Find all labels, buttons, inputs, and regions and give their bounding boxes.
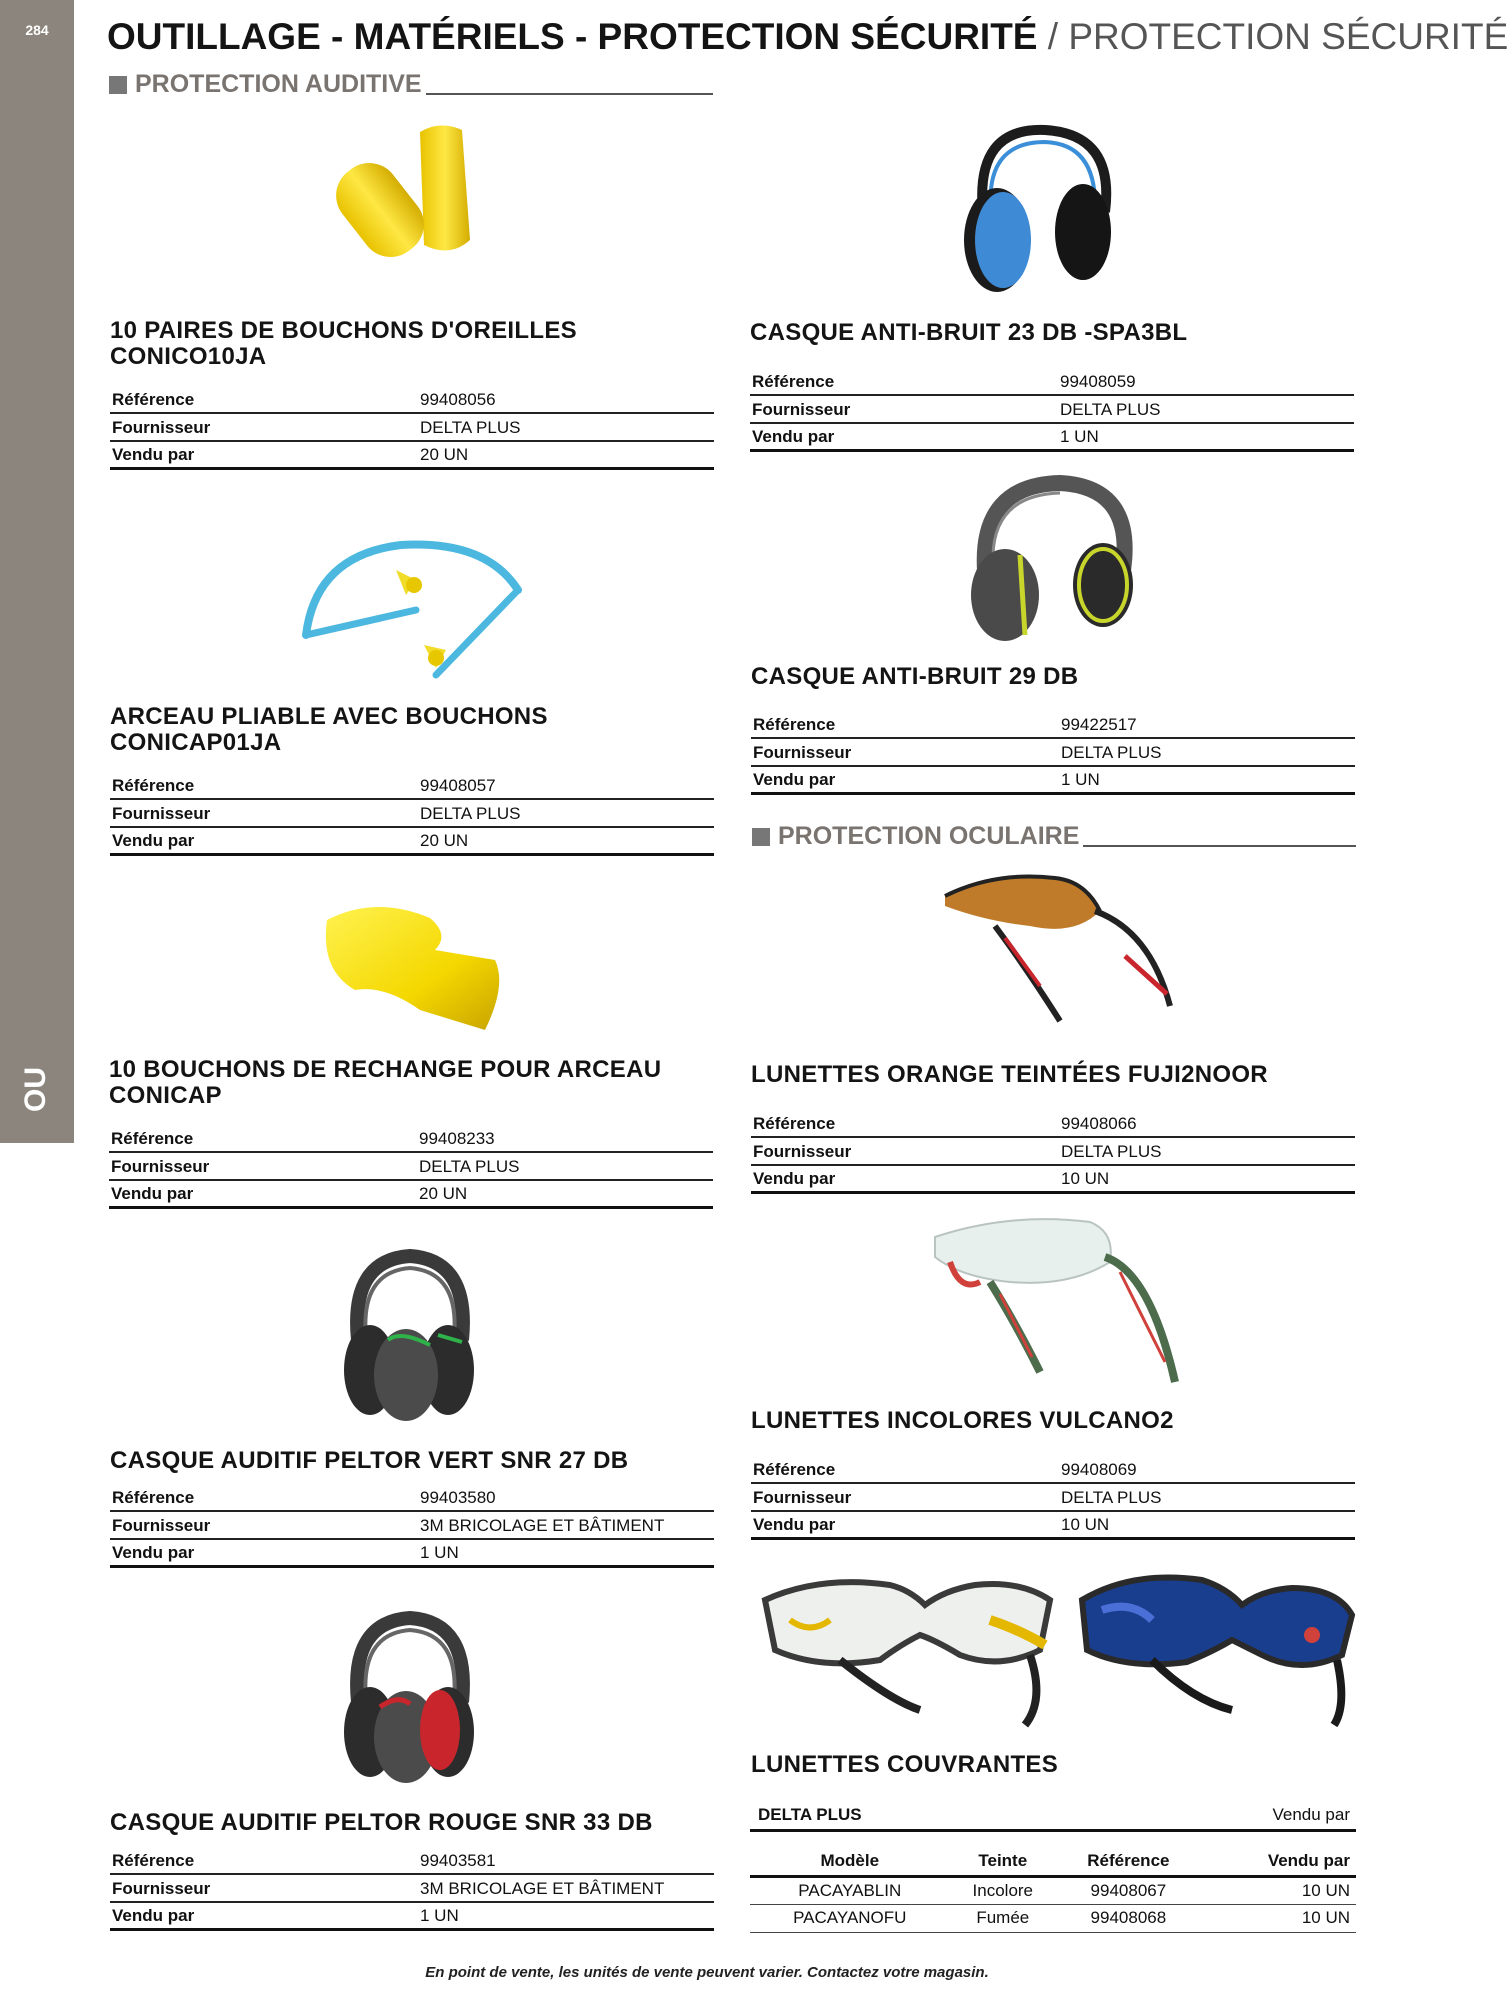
product-title: CASQUE AUDITIF PELTOR VERT SNR 27 DB xyxy=(110,1447,629,1474)
spec-value: DELTA PLUS xyxy=(1061,1142,1162,1161)
spec-value: 99408066 xyxy=(1061,1114,1137,1133)
covering-supplier: DELTA PLUS xyxy=(758,1805,862,1824)
spec-value: 1 UN xyxy=(1060,427,1099,446)
page-title-separator: / xyxy=(1037,16,1069,57)
product-title: ARCEAU PLIABLE AVEC BOUCHONS CONICAP01JA xyxy=(110,703,548,756)
table-header-row xyxy=(750,1848,1356,1876)
spec-row-fournisseur xyxy=(751,1138,1355,1166)
product-title: CASQUE AUDITIF PELTOR ROUGE SNR 33 DB xyxy=(110,1809,653,1836)
spec-row-reference xyxy=(110,1484,714,1512)
column-header: Modèle xyxy=(750,1848,950,1876)
replacement-earplug-image xyxy=(315,900,510,1035)
spec-label: Référence xyxy=(112,1851,195,1870)
spec-row-vendu xyxy=(110,828,714,856)
spec-value: 1 UN xyxy=(1061,770,1100,789)
spec-value: DELTA PLUS xyxy=(420,418,521,437)
spec-label: Référence xyxy=(112,776,195,795)
side-band xyxy=(0,0,74,1143)
clear-glasses-image xyxy=(920,1212,1190,1387)
grey-ear-defender-image xyxy=(965,475,1145,645)
spec-row-vendu xyxy=(109,1181,713,1209)
footer-note: En point de vente, les unités de vente peuvent varier. Contactez votre magasin. xyxy=(425,1964,989,1981)
product-title: LUNETTES COUVRANTES xyxy=(751,1751,1059,1778)
spec-label: Vendu par xyxy=(112,831,195,850)
spec-value: 99422517 xyxy=(1061,715,1137,734)
table-cell: Fumée xyxy=(950,1904,1056,1932)
spec-value: DELTA PLUS xyxy=(420,804,521,823)
spec-value: DELTA PLUS xyxy=(419,1157,520,1176)
spec-label: Référence xyxy=(753,715,836,734)
spec-label: Vendu par xyxy=(112,1906,195,1925)
spec-value: DELTA PLUS xyxy=(1060,400,1161,419)
spec-row-reference xyxy=(751,1110,1355,1138)
spec-value: 20 UN xyxy=(420,831,469,850)
table-row xyxy=(750,1904,1356,1932)
product-spec-table xyxy=(109,1125,713,1209)
red-ear-defender-image xyxy=(340,1612,480,1784)
side-code: OU xyxy=(19,1067,52,1113)
page-number: 284 xyxy=(25,22,49,38)
spec-value: 99408069 xyxy=(1061,1460,1137,1479)
spec-label: Vendu par xyxy=(753,1515,836,1534)
spec-value: 1 UN xyxy=(420,1906,459,1925)
product-spec-table xyxy=(110,772,714,856)
spec-row-reference xyxy=(751,1456,1355,1484)
spec-label: Fournisseur xyxy=(752,400,851,419)
spec-row-fournisseur xyxy=(751,1484,1355,1512)
covering-glasses-table xyxy=(750,1796,1356,1933)
orange-glasses-image xyxy=(935,866,1180,1041)
spec-label: Référence xyxy=(112,390,195,409)
product-title: CASQUE ANTI-BRUIT 29 DB xyxy=(751,663,1079,690)
spec-row-vendu xyxy=(751,1512,1355,1540)
table-cell: 10 UN xyxy=(1201,1904,1356,1932)
spec-label: Fournisseur xyxy=(112,1879,211,1898)
spec-row-fournisseur xyxy=(750,396,1354,424)
spec-label: Référence xyxy=(752,372,835,391)
section-protection-oculaire xyxy=(752,820,1356,854)
section-title: PROTECTION AUDITIVE xyxy=(135,70,426,99)
spec-row-vendu xyxy=(751,1166,1355,1194)
product-spec-table xyxy=(751,1110,1355,1194)
covering-glasses-smoke-image xyxy=(1072,1560,1357,1735)
spec-label: Fournisseur xyxy=(753,1142,852,1161)
table-cell: 10 UN xyxy=(1201,1876,1356,1904)
spec-row-fournisseur xyxy=(109,1153,713,1181)
spec-row-reference xyxy=(110,1847,714,1875)
page-title xyxy=(107,16,1508,58)
spec-row-vendu xyxy=(750,424,1354,452)
green-ear-defender-image xyxy=(340,1250,480,1425)
column-header: Référence xyxy=(1056,1848,1201,1876)
spec-row-reference xyxy=(750,368,1354,396)
table-cell: 99408068 xyxy=(1056,1904,1201,1932)
product-title: 10 PAIRES DE BOUCHONS D'OREILLES CONICO10JA xyxy=(110,317,577,370)
table-cell: PACAYANOFU xyxy=(750,1904,950,1932)
spec-label: Vendu par xyxy=(753,1169,836,1188)
spec-row-vendu xyxy=(110,442,714,470)
spec-value: 99403581 xyxy=(420,1851,496,1870)
product-spec-table xyxy=(110,386,714,470)
page-title-main: OUTILLAGE - MATÉRIELS - PROTECTION SÉCURITÉ xyxy=(107,16,1038,57)
product-spec-table xyxy=(750,368,1354,452)
spec-label: Fournisseur xyxy=(753,1488,852,1507)
spec-value: 99408057 xyxy=(420,776,496,795)
spec-row-fournisseur xyxy=(110,1512,714,1540)
spec-label: Vendu par xyxy=(111,1184,194,1203)
spec-row-vendu xyxy=(110,1903,714,1931)
spec-value: 99403580 xyxy=(420,1488,496,1507)
table-row xyxy=(750,1876,1356,1904)
section-title: PROTECTION OCULAIRE xyxy=(778,822,1083,851)
yellow-earplugs-image xyxy=(320,120,500,265)
table-cell: Incolore xyxy=(950,1876,1056,1904)
spec-value: 3M BRICOLAGE ET BÂTIMENT xyxy=(420,1879,665,1898)
spec-label: Vendu par xyxy=(112,1543,195,1562)
banded-earplugs-image xyxy=(296,540,526,685)
spec-label: Fournisseur xyxy=(753,743,852,762)
spec-row-fournisseur xyxy=(110,414,714,442)
spec-row-reference xyxy=(751,711,1355,739)
covering-table-header xyxy=(750,1796,1356,1832)
product-title: 10 BOUCHONS DE RECHANGE POUR ARCEAU CONICAP xyxy=(109,1056,662,1109)
spec-value: 99408233 xyxy=(419,1129,495,1148)
spec-label: Vendu par xyxy=(753,770,836,789)
spec-value: 10 UN xyxy=(1061,1515,1110,1534)
spec-value: DELTA PLUS xyxy=(1061,743,1162,762)
spec-value: 20 UN xyxy=(419,1184,468,1203)
spec-label: Fournisseur xyxy=(112,418,211,437)
covering-table xyxy=(750,1848,1356,1933)
spec-row-fournisseur xyxy=(110,1875,714,1903)
spec-label: Référence xyxy=(753,1114,836,1133)
spec-row-reference xyxy=(110,386,714,414)
column-header: Vendu par xyxy=(1201,1848,1356,1876)
spec-label: Fournisseur xyxy=(112,1516,211,1535)
spec-label: Référence xyxy=(111,1129,194,1148)
spec-value: 99408059 xyxy=(1060,372,1136,391)
spec-label: Vendu par xyxy=(112,445,195,464)
spec-label: Fournisseur xyxy=(111,1157,210,1176)
product-spec-table xyxy=(751,1456,1355,1540)
page-title-sub: PROTECTION SÉCURITÉ xyxy=(1068,16,1508,57)
product-title: LUNETTES INCOLORES VULCANO2 xyxy=(751,1407,1174,1434)
table-cell: 99408067 xyxy=(1056,1876,1201,1904)
section-square-icon xyxy=(109,76,127,94)
product-spec-table xyxy=(751,711,1355,795)
spec-label: Fournisseur xyxy=(112,804,211,823)
spec-row-vendu xyxy=(751,767,1355,795)
product-spec-table xyxy=(110,1847,714,1931)
section-square-icon xyxy=(752,828,770,846)
blue-ear-defender-image xyxy=(955,122,1125,297)
spec-row-fournisseur xyxy=(110,800,714,828)
spec-row-vendu xyxy=(110,1540,714,1568)
spec-value: 99408056 xyxy=(420,390,496,409)
product-title: CASQUE ANTI-BRUIT 23 DB -SPA3BL xyxy=(750,319,1188,346)
section-protection-auditive xyxy=(109,68,713,102)
spec-row-reference xyxy=(109,1125,713,1153)
spec-value: 10 UN xyxy=(1061,1169,1110,1188)
spec-value: 20 UN xyxy=(420,445,469,464)
spec-label: Référence xyxy=(753,1460,836,1479)
spec-value: DELTA PLUS xyxy=(1061,1488,1162,1507)
table-cell: PACAYABLIN xyxy=(750,1876,950,1904)
spec-row-reference xyxy=(110,772,714,800)
spec-value: 3M BRICOLAGE ET BÂTIMENT xyxy=(420,1516,665,1535)
covering-glasses-clear-image xyxy=(760,1560,1060,1735)
spec-label: Référence xyxy=(112,1488,195,1507)
spec-value: 1 UN xyxy=(420,1543,459,1562)
spec-label: Vendu par xyxy=(752,427,835,446)
product-title: LUNETTES ORANGE TEINTÉES FUJI2NOOR xyxy=(751,1061,1268,1088)
covering-vendu-header: Vendu par xyxy=(1272,1805,1350,1824)
column-header: Teinte xyxy=(950,1848,1056,1876)
product-spec-table xyxy=(110,1484,714,1568)
spec-row-fournisseur xyxy=(751,739,1355,767)
